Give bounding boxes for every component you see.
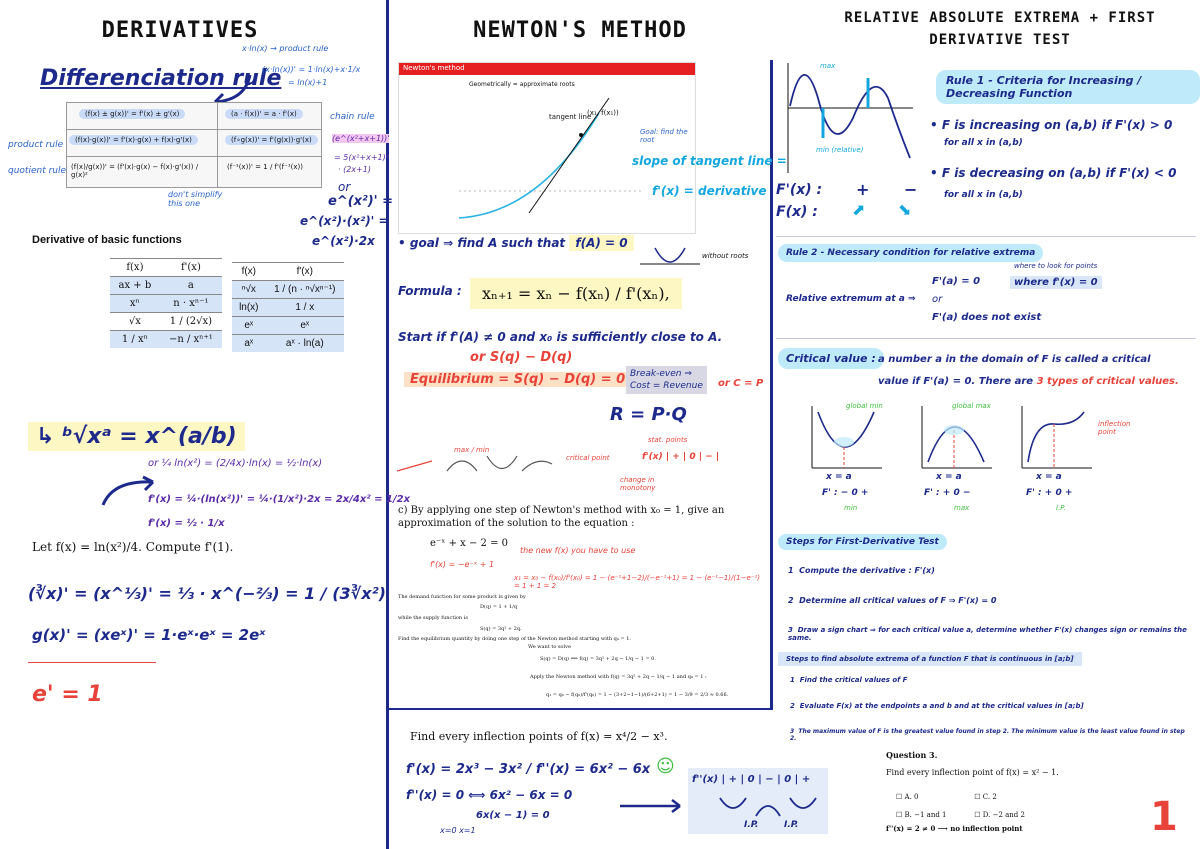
step-3: 3 Draw a sign chart ⇒ for each critical value a, determine whether F'(x) changes sign or remains the same. <box>788 626 1187 642</box>
deriv-label: f'(x) = derivative <box>652 184 767 198</box>
q3-option-c-key: C. <box>982 793 991 801</box>
decreasing-all: for all x in (a,b) <box>944 190 1023 200</box>
e-rule2: e^(x²)·(x²)' = <box>300 214 389 228</box>
want-solve: We want to solve <box>528 644 571 650</box>
demand-eq: D(q) = 1 + 1/q <box>480 604 518 610</box>
dont-simplify-note: don't simplify this one <box>168 190 223 208</box>
x1-line: x₁ = x₀ − f(x₀)/f'(x₀) = 1 − (e⁻¹+1−2)/(−e⁻¹+1) = 1 − (e⁻¹−1)/(1−e⁻¹) = 1 + 1 = 2 <box>514 574 760 590</box>
sign-min: F' : − 0 + <box>822 488 869 498</box>
q3-answer: f''(x) = 2 ≠ 0 ⟶ no inflection point <box>886 824 1023 833</box>
abs-step-2-text: Evaluate F(x) at the endpoints a and b and at the critical values in [a;b] <box>799 702 1084 710</box>
abs-step-3-text: The maximum value of F is the greatest value found in step 2. The minimum value is the least value found in step 2. <box>790 728 1185 742</box>
abs-step-3: 3 The maximum value of F is the greatest value found in step 2. The minimum value is the least value found in step 2. <box>790 728 1185 742</box>
rel-ext: Relative extremum at a ⇒ <box>786 294 916 304</box>
roots: x=0 x=1 <box>440 826 476 835</box>
q3-option-a-value: 0 <box>914 793 919 801</box>
rule-scalar: (a · f(x))' = a · f'(x) <box>225 109 303 119</box>
rule1: Rule 1 - Criteria for Increasing / Decreasing Function <box>936 70 1200 104</box>
q3-text: Find every inflection point of f(x) = x² − 1. <box>886 768 1059 777</box>
demand-text: The demand function for some product is given by <box>398 594 526 600</box>
supply-eq: S(q) = 3q² + 2q. <box>480 626 522 632</box>
abs-step-1-text: Find the critical values of F <box>799 676 908 684</box>
diff-rule-title: Differenciation rule <box>40 66 282 91</box>
crit-def1: a number a in the domain of F is called a critical <box>878 354 1151 365</box>
let-prompt: Let f(x) = ln(x²)/4. Compute f'(1). <box>32 540 234 554</box>
break-even: Break-even ⇒ <box>630 369 692 379</box>
derivatives-header: DERIVATIVES <box>101 18 259 43</box>
goal-small: Goal: find the root <box>640 128 688 144</box>
slide-title: Newton's method <box>403 64 465 72</box>
eq-c: e⁻ˣ + x − 2 = 0 <box>430 538 509 549</box>
root-rule: ↳ ᵇ√xᵃ = x^(a/b) <box>28 422 245 451</box>
question-c: c) By applying one step of Newton's method with x₀ = 1, give an approximation of the solution to the equation : <box>398 505 725 529</box>
abs-step-1: 1 Find the critical values of F <box>790 676 908 684</box>
find-eq-text: Find the equilibrium quantity by doing one step of the Newton method starting with q₀ = 1. <box>398 636 631 642</box>
bt2-r3-f: aˣ <box>232 335 266 353</box>
fp-row: f'(x) | + | 0 | − | <box>642 452 720 462</box>
crit-def2-text: value if F'(a) = 0. There are <box>878 376 1034 387</box>
step-3-text: Draw a sign chart ⇒ for each critical value a, determine whether F'(x) changes sign or remains the same. <box>788 626 1187 642</box>
glob-max: global max <box>952 402 991 410</box>
sketch-min <box>804 402 884 472</box>
increasing-text: F is increasing on (a,b) if F'(x) > 0 <box>941 118 1173 132</box>
sign-curves <box>718 794 823 820</box>
where-look: where to look for points <box>1014 262 1098 270</box>
solve-eq: S(q) = D(q) ⟹ f(q) = 3q² + 2q − 1/q − 1 = 0. <box>540 656 656 662</box>
log-line3: f'(x) = ½ · 1/x <box>148 518 225 529</box>
bt2-r3-fp: aˣ · ln(a) <box>266 335 344 353</box>
log-line2: f'(x) = ¼·(ln(x²))' = ¼·(1/x²)·2x = 2x/4x² = 1/2x <box>148 494 411 505</box>
dne: F'(a) does not exist <box>932 312 1042 323</box>
newton-header: NEWTON'S METHOD <box>473 18 687 43</box>
smile-icon: ☺ <box>656 756 675 777</box>
decreasing-line: • F is decreasing on (a,b) if F'(x) < 0 <box>930 166 1177 180</box>
rule-divider-2 <box>776 338 1196 339</box>
q3-option-c[interactable]: ☐ C. 2 <box>974 793 997 801</box>
sign-row: f''(x) | + | 0 | − | 0 | + <box>692 774 811 785</box>
point-label: (x₁, f(x₁)) <box>587 109 619 117</box>
label-ip: I.P. <box>1056 504 1066 512</box>
slide-sub: Geometrically = approximate roots <box>469 81 575 88</box>
bt1-r1-fp: n · xⁿ⁻¹ <box>160 295 222 313</box>
extrema-header-1: RELATIVE ABSOLUTE EXTREMA + FIRST <box>844 10 1156 26</box>
product-rule-label: product rule <box>8 140 64 150</box>
crit-def2 <box>878 376 1179 387</box>
graph-label-min: min (relative) <box>816 146 864 154</box>
extrema-graph <box>778 58 918 178</box>
note-top2: (x·ln(x))' = 1·ln(x)+x·1/x <box>262 65 361 74</box>
bt2-head-f: f(x) <box>232 263 266 281</box>
chain-example3: · (2x+1) <box>338 165 371 174</box>
or-s: or S(q) − D(q) <box>470 350 573 365</box>
supply-text: while the supply function is <box>398 615 468 621</box>
or-ext: or <box>932 294 943 305</box>
slope-label: slope of tangent line = <box>632 154 787 168</box>
factor: 6x(x − 1) = 0 <box>476 810 550 821</box>
max-min: max / min <box>454 446 490 454</box>
log-line1: or ¼ ln(x²) = (2/4x)·ln(x) = ½·ln(x) <box>148 458 323 469</box>
roots-sketch <box>640 246 710 276</box>
xa-2: x = a <box>936 472 962 482</box>
formula-label: Formula : <box>398 284 462 298</box>
step-1-text: Compute the derivative : F'(x) <box>799 566 935 575</box>
increasing-line: • F is increasing on (a,b) if F'(x) > 0 <box>930 118 1173 132</box>
gx-derivative: g(x)' = (xeˣ)' = 1·eˣ·eˣ = 2eˣ <box>32 626 266 644</box>
column-divider-left <box>386 0 389 849</box>
ip-label-2: I.P. <box>784 820 799 830</box>
step-2-text: Determine all critical values of F ⇒ F'(x) = 0 <box>799 596 997 605</box>
bt1-r2-fp: 1 / (2√x) <box>160 313 222 331</box>
q3-title: Question 3. <box>886 750 938 760</box>
increasing-all: for all x in (a,b) <box>944 138 1023 148</box>
bt2-r2-fp: eˣ <box>266 317 344 335</box>
basic-table-2 <box>232 262 344 352</box>
inflection-question: Find every inflection points of f(x) = x⁴/2 − x³. <box>410 730 668 743</box>
or-c: or C = P <box>718 378 764 389</box>
label-min: min <box>844 504 858 512</box>
new-fx-note: the new f(x) you have to use <box>520 546 636 555</box>
bt2-r0-f: ⁿ√x <box>232 281 266 299</box>
label-max: max <box>954 504 970 512</box>
note-top3: = ln(x)+1 <box>288 78 328 87</box>
goal-text: goal ⇒ find A such that <box>409 236 566 250</box>
up-arrow-icon: ⬈ <box>852 200 866 219</box>
page-number: 1 <box>1150 794 1178 840</box>
without-roots: without roots <box>702 252 749 260</box>
apply-text: Apply the Newton method with f(q) = 3q² + 2q − 1/q − 1 and q₀ = 1 : <box>530 674 707 680</box>
sign-max: F' : + 0 − <box>924 488 971 498</box>
steps-title: Steps for First-Derivative Test <box>778 534 947 550</box>
q3-option-b-key: B. <box>904 811 912 819</box>
minus-sign: − <box>904 180 918 199</box>
basic-table-1 <box>110 258 222 348</box>
rules-table <box>66 102 322 188</box>
q3-option-c-value: 2 <box>992 793 997 801</box>
plus-sign: + <box>856 180 870 199</box>
rule-chain: (f∘g(x))' = f'(g(x))·g'(x) <box>225 135 318 145</box>
fpp-zero: f''(x) = 0 ⟺ 6x² − 6x = 0 <box>406 788 573 802</box>
stationary-sketch <box>392 446 632 486</box>
where-zero: where f'(x) = 0 <box>1010 276 1102 289</box>
bt2-r1-f: ln(x) <box>232 299 266 317</box>
inflection-pt: inflection point <box>1098 420 1131 436</box>
fprime-c: f'(x) = −e⁻ˣ + 1 <box>430 560 495 569</box>
start-condition: Start if f'(A) ≠ 0 and x₀ is sufficiently close to A. <box>398 330 723 344</box>
bt2-r2-f: eˣ <box>232 317 266 335</box>
bt1-r0-fp: a <box>160 277 222 295</box>
bt1-r0-f: ax + b <box>110 277 160 295</box>
newton-slide <box>398 62 696 234</box>
bt2-r0-fp: 1 / (n · ⁿ√xⁿ⁻¹) <box>266 281 344 299</box>
newton-bottom-border <box>389 708 772 710</box>
red-divider <box>28 662 156 663</box>
bt1-r3-fp: −n / xⁿ⁺¹ <box>160 331 222 349</box>
fp-zero: F'(a) = 0 <box>932 276 981 287</box>
fp-eq: f'(x) = 2x³ − 3x² / f''(x) = 6x² − 6x <box>406 762 651 777</box>
q3-options <box>896 788 1056 824</box>
arrow-to-table-icon <box>618 796 688 816</box>
rules-divider-h1 <box>67 129 321 130</box>
step-2: 2 Determine all critical values of F ⇒ F'(x) = 0 <box>788 596 997 605</box>
sign-ip: F' : + 0 + <box>1026 488 1073 498</box>
critical-label: critical point <box>566 454 610 462</box>
down-arrow-icon: ⬊ <box>898 200 912 219</box>
glob-min: global min <box>846 402 883 410</box>
tangent-label: tangent line <box>549 113 592 121</box>
break-even-box <box>626 366 707 394</box>
q3-option-a[interactable]: ☐ A. 0 <box>896 793 919 801</box>
rule-quotient: (f(x)/g(x))' = (f'(x)·g(x) − f(x)·g'(x)) / g(x)² <box>71 163 199 179</box>
note-top1: x·ln(x) → product rule <box>242 44 329 53</box>
q3-option-a-key: A. <box>904 793 912 801</box>
change-monotony: change in monotony <box>620 476 656 492</box>
rule-divider-1 <box>776 236 1196 237</box>
goal-eq: f(A) = 0 <box>569 235 633 251</box>
q1-line: q₁ = q₀ − f(q₀)/f'(q₀) = 1 − (3+2−1−1)/(6+2+1) = 1 − 3/9 = 2/3 ≈ 0.66. <box>546 692 729 698</box>
q3-option-d-key: D. <box>982 811 991 819</box>
cube-root-derivative: (∛x)' = (x^⅓)' = ⅓ · x^(−⅔) = 1 / (3∛x²) <box>28 584 386 603</box>
critical-title: Critical value : <box>778 348 884 369</box>
chain-example1: (e^(x²+x+1))' <box>332 134 390 143</box>
rule2: Rule 2 - Necessary condition for relative extrema <box>778 244 1043 262</box>
ip-label-1: I.P. <box>744 820 759 830</box>
decreasing-text: F is decreasing on (a,b) if F'(x) < 0 <box>941 166 1177 180</box>
e-rule3: e^(x²)·2x <box>312 234 375 248</box>
chain-example2: = 5(x²+x+1)⁴ <box>334 153 389 162</box>
rule-sum: (f(x) ± g(x))' = f'(x) ± g'(x) <box>79 109 185 119</box>
bt1-r2-f: √x <box>110 313 160 331</box>
q3-option-b-value: −1 and 1 <box>914 811 947 819</box>
or-label: or <box>338 180 351 194</box>
fpx-label: F'(x) : <box>776 182 823 198</box>
bt1-head-f: f(x) <box>110 259 160 277</box>
sketch-max <box>914 402 994 472</box>
q3-option-d[interactable]: ☐ D. −2 and 2 <box>974 811 1025 819</box>
abs-title: Steps to find absolute extrema of a function F that is continuous in [a;b] <box>778 652 1082 666</box>
equilibrium: Equilibrium = S(q) − D(q) = 0 <box>404 372 631 387</box>
chain-rule-label: chain rule <box>330 112 375 122</box>
bt1-r3-f: 1 / xⁿ <box>110 331 160 349</box>
abs-step-2: 2 Evaluate F(x) at the endpoints a and b and at the critical values in [a;b] <box>790 702 1084 710</box>
rule-inverse: (f⁻¹(x))' = 1 / f'(f⁻¹(x)) <box>227 163 303 171</box>
rules-divider-v <box>217 103 218 187</box>
basic-title: Derivative of basic functions <box>32 234 182 246</box>
fx-label: F(x) : <box>776 204 818 220</box>
bt2-head-fp: f'(x) <box>266 263 344 281</box>
newton-formula: xₙ₊₁ = xₙ − f(xₙ) / f'(xₙ), <box>470 278 682 309</box>
e-rule1: e^(x²)' = <box>328 194 394 209</box>
cost-revenue: Cost = Revenue <box>630 381 703 391</box>
goal-line: • goal ⇒ find A such that f(A) = 0 <box>398 236 634 250</box>
rpq: R = P·Q <box>610 404 687 425</box>
extrema-header-2: DERIVATIVE TEST <box>929 32 1071 48</box>
sketch-inflection <box>1014 402 1094 472</box>
xa-1: x = a <box>826 472 852 482</box>
stat-points: stat. points <box>648 436 688 444</box>
xa-3: x = a <box>1036 472 1062 482</box>
e-prime: e' = 1 <box>32 682 103 707</box>
sign-table <box>688 768 828 834</box>
q3-option-b[interactable]: ☐ B. −1 and 1 <box>896 811 947 819</box>
step-1: 1 Compute the derivative : F'(x) <box>788 566 935 575</box>
bt1-head-fp: f'(x) <box>160 259 222 277</box>
rule-product: (f(x)·g(x))' = f'(x)·g(x) + f(x)·g'(x) <box>69 135 198 145</box>
q3-option-d-value: −2 and 2 <box>992 811 1025 819</box>
graph-label-max: max <box>820 62 836 70</box>
bt2-r1-fp: 1 / x <box>266 299 344 317</box>
quotient-rule-label: quotient rule <box>8 166 67 176</box>
rules-divider-h2 <box>67 156 321 157</box>
crit-types: 3 types of critical values. <box>1036 376 1179 387</box>
bt1-r1-f: xⁿ <box>110 295 160 313</box>
